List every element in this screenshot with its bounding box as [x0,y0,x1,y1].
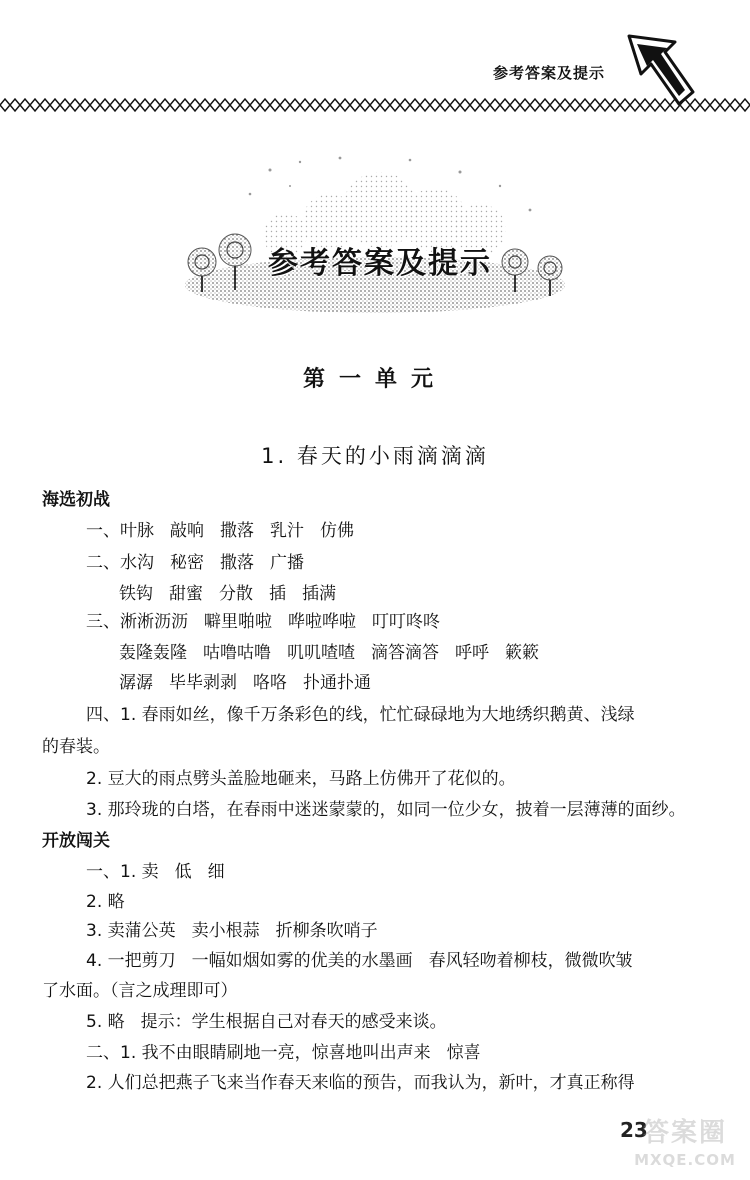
header-label: 参考答案及提示 [493,64,606,82]
banner-illustration [180,150,570,320]
answer-line: 二、水沟 秘密 撒落 广播 [86,553,304,573]
answer-line: 的春装。 [42,737,110,757]
answer-line: 一、1. 卖 低 细 [86,862,225,882]
answer-line: 4. 一把剪刀 一幅如烟如雾的优美的水墨画 春风轻吻着柳枝，微微吹皱 [86,951,633,971]
answer-line: 铁钩 甜蜜 分散 插 插满 [119,584,336,604]
answer-line: 二、1. 我不由眼睛刷地一亮，惊喜地叫出声来 惊喜 [86,1043,481,1063]
section-title-2: 开放闯关 [42,831,110,851]
answer-line: 5. 略 提示：学生根据自己对春天的感受来谈。 [86,1012,447,1032]
lesson-title: 1. 春天的小雨滴滴滴 [261,444,489,468]
page-number: 23 [620,1118,648,1142]
answer-line: 3. 卖蒲公英 卖小根蒜 折柳条吹哨子 [86,921,378,941]
answer-line: 四、1. 春雨如丝，像千万条彩色的线，忙忙碌碌地为大地绣织鹅黄、浅绿 [86,705,635,725]
answer-line: 2. 略 [86,892,125,912]
answer-line: 轰隆轰隆 咕噜咕噜 叽叽喳喳 滴答滴答 呼呼 簌簌 [119,643,539,663]
section-title-1: 海选初战 [42,490,110,510]
zigzag-divider [0,96,750,114]
answer-line: 了水面。（言之成理即可） [42,981,238,1001]
answer-line: 2. 豆大的雨点劈头盖脸地砸来，马路上仿佛开了花似的。 [86,769,516,789]
answer-line: 潺潺 毕毕剥剥 咯咯 扑通扑通 [119,673,371,693]
unit-title: 第一单元 [302,367,447,392]
answer-line: 3. 那玲珑的白塔，在春雨中迷迷蒙蒙的，如同一位少女，披着一层薄薄的面纱。 [86,800,686,820]
answer-line: 一、叶脉 敲响 撒落 乳汁 仿佛 [86,521,354,541]
answer-line: 2. 人们总把燕子飞来当作春天来临的预告，而我认为，新叶，才真正称得 [86,1073,635,1093]
answer-line: 三、淅淅沥沥 噼里啪啦 哗啦哗啦 叮叮咚咚 [86,612,440,632]
banner-title: 参考答案及提示 [268,246,492,281]
watermark-logo: 答案圈 MXQE.COM [634,1118,736,1169]
